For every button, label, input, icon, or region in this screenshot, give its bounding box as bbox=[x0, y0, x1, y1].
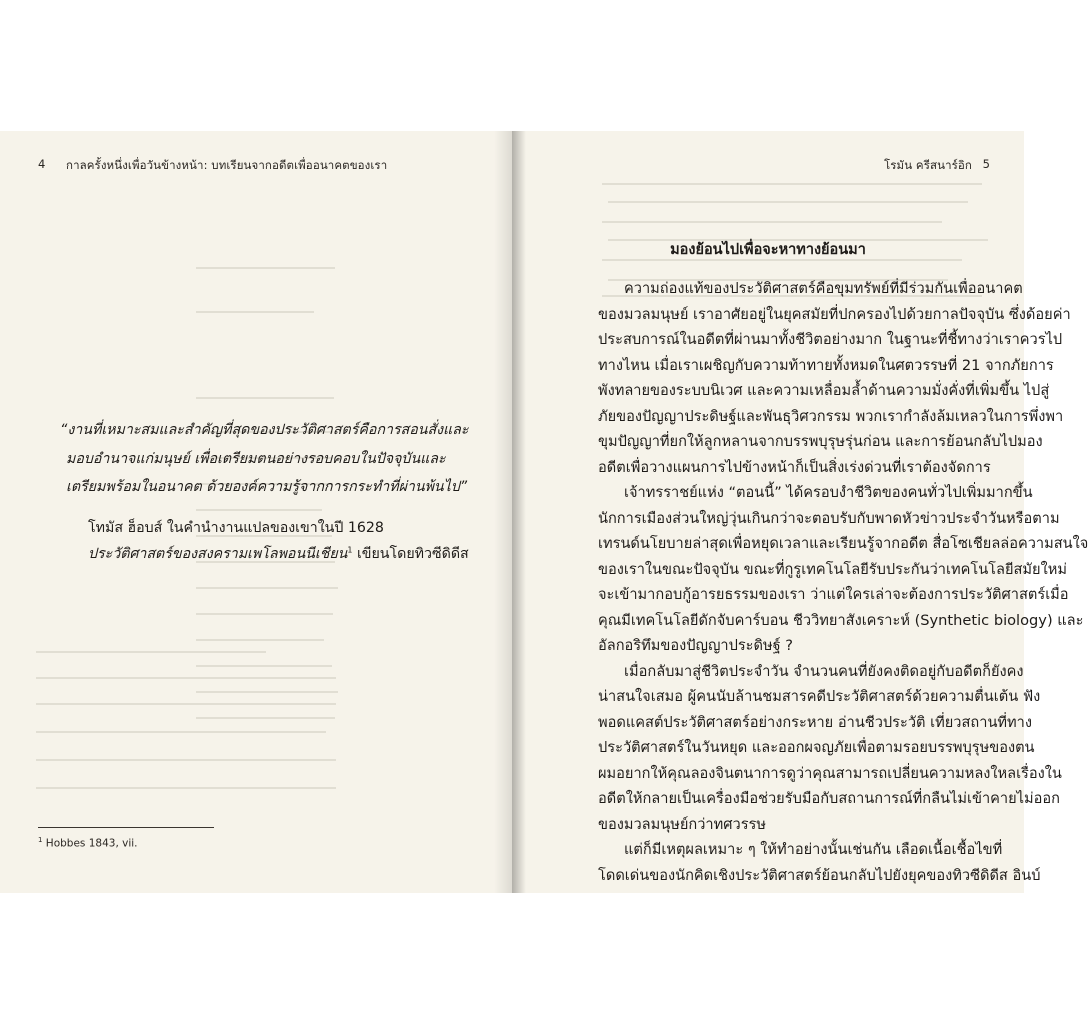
body-line: น่าสนใจเสมอ ผู้คนนับล้านชมสารคดีประวัติศาสตร์ด้วยความตื่นเต้น ฟัง bbox=[598, 688, 1041, 705]
footnote-marker: 1 bbox=[347, 545, 353, 555]
body-line: จะเข้ามากอบกู้อารยธรรมของเรา ว่าแต่ใครเล่าจะต้องการประวัติศาสตร์เมื่อ bbox=[598, 586, 1069, 603]
running-head-left: กาลครั้งหนึ่งเพื่อวันข้างหน้า: บทเรียนจากอดีตเพื่ออนาคตของเรา bbox=[66, 158, 388, 172]
show-through-mark bbox=[36, 677, 336, 679]
body-line: เทรนด์นโยบายล่าสุดเพื่อหยุดเวลาและเรียนรู้จากอดีต สื่อโซเชียลล่อความสนใจ bbox=[598, 535, 1088, 552]
spine-shadow-left bbox=[494, 131, 512, 893]
running-head-right: โรมัน ครีสนาร์อิก bbox=[883, 158, 972, 172]
show-through-mark bbox=[196, 311, 314, 313]
page-number-left: 4 bbox=[38, 157, 46, 171]
page-number-right: 5 bbox=[982, 157, 990, 171]
attribution-line: โทมัส ฮ็อบส์ ในคำนำงานแปลของเขาในปี 1628 bbox=[88, 520, 384, 536]
body-line: ภัยของปัญญาประดิษฐ์และพันธุวิศวกรรม พวกเรากำลังล้มเหลวในการพึ่งพา bbox=[598, 408, 1064, 425]
show-through-mark bbox=[196, 587, 338, 589]
show-through-mark bbox=[196, 397, 334, 399]
footnote-number: 1 bbox=[38, 836, 43, 844]
show-through-mark bbox=[602, 183, 982, 185]
body-line: พอดแคสต์ประวัติศาสตร์อย่างกระหาย อ่านชีวประวัติ เที่ยวสถานที่ทาง bbox=[598, 714, 1032, 731]
body-line: คุณมีเทคโนโลยีดักจับคาร์บอน ชีววิทยาสังเคราะห์ (Synthetic biology) และ bbox=[598, 612, 1084, 629]
right-page bbox=[512, 131, 1088, 893]
body-line: อัลกอริทึมของปัญญาประดิษฐ์ ? bbox=[598, 637, 794, 654]
left-page bbox=[0, 131, 512, 893]
footnote-divider bbox=[38, 827, 214, 828]
body-line: ประวัติศาสตร์ในวันหยุด และออกผจญภัยเพื่อตามรอยบรรพบุรุษของตน bbox=[598, 739, 1035, 756]
attribution-tail: เขียนโดยทิวซีดิดีส bbox=[352, 546, 469, 562]
epigraph-line: เตรียมพร้อมในอนาคต ด้วยองค์ความรู้จากการกระทำที่ผ่านพ้นไป” bbox=[66, 479, 468, 495]
book-title: ประวัติศาสตร์ของสงครามเพโลพอนนีเชียน bbox=[88, 546, 348, 562]
show-through-mark bbox=[36, 787, 336, 789]
show-through-mark bbox=[36, 703, 336, 705]
body-line: นักการเมืองส่วนใหญ่วุ่นเกินกว่าจะตอบรับกับพาดหัวข่าวประจำวันหรือตาม bbox=[598, 510, 1060, 527]
body-line: แต่ก็มีเหตุผลเหมาะ ๆ ให้ทำอย่างนั้นเช่นกัน เลือดเนื้อเชื้อไขที่ bbox=[624, 841, 1003, 858]
body-line: ผมอยากให้คุณลองจินตนาการดูว่าคุณสามารถเปลี่ยนความหลงใหลเรื่องใน bbox=[598, 765, 1062, 782]
body-line: ความถ่องแท้ของประวัติศาสตร์คือขุมทรัพย์ที่มีร่วมกันเพื่ออนาคต bbox=[624, 280, 1023, 297]
body-line: ทางไหน เมื่อเราเผชิญกับความท้าทายทั้งหมดในศตวรรษที่ 21 จากภัยการ bbox=[598, 357, 1054, 374]
body-line: ของมวลมนุษย์กว่าทศวรรษ bbox=[598, 816, 766, 833]
show-through-mark bbox=[196, 267, 335, 269]
show-through-mark bbox=[36, 731, 326, 733]
show-through-mark bbox=[196, 509, 322, 511]
body-line: ขุมปัญญาที่ยกให้ลูกหลานจากบรรพบุรุษรุ่นก่อน และการย้อนกลับไปมอง bbox=[598, 433, 1043, 450]
show-through-mark bbox=[36, 651, 266, 653]
body-line: เมื่อกลับมาสู่ชีวิตประจำวัน จำนวนคนที่ยังคงติดอยู่กับอดีตก็ยังคง bbox=[624, 663, 1024, 680]
footnote bbox=[38, 836, 138, 850]
epigraph-line: มอบอำนาจแก่มนุษย์ เพื่อเตรียมตนอย่างรอบคอบในปัจจุบันและ bbox=[66, 451, 446, 467]
body-line: โดดเด่นของนักคิดเชิงประวัติศาสตร์ย้อนกลับไปยังยุคของทิวซีดิดีส อินบ์ bbox=[598, 867, 1041, 884]
show-through-mark bbox=[196, 613, 333, 615]
footnote-text: Hobbes 1843, vii. bbox=[42, 837, 138, 850]
section-heading: มองย้อนไปเพื่อจะหาทางย้อนมา bbox=[670, 242, 866, 258]
show-through-mark bbox=[196, 691, 338, 693]
attribution-source bbox=[88, 543, 469, 565]
body-line: ของเราในขณะปัจจุบัน ขณะที่กูรูเทคโนโลยีรับประกันว่าเทคโนโลยีสมัยใหม่ bbox=[598, 561, 1067, 578]
show-through-mark bbox=[602, 221, 942, 223]
body-line: อดีตเพื่อวางแผนการไปข้างหน้าก็เป็นสิ่งเร่งด่วนที่เราต้องจัดการ bbox=[598, 459, 991, 476]
show-through-mark bbox=[36, 759, 336, 761]
show-through-mark bbox=[608, 201, 968, 203]
body-line: พังทลายของระบบนิเวศ และความเหลื่อมล้ำด้านความมั่งคั่งที่เพิ่มขึ้น ไปสู่ bbox=[598, 382, 1050, 399]
body-line: ของมวลมนุษย์ เราอาศัยอยู่ในยุคสมัยที่ปกครองไปด้วยกาลปัจจุบัน ซึ่งด้อยค่า bbox=[598, 306, 1071, 323]
show-through-mark bbox=[196, 639, 324, 641]
epigraph-line: “งานที่เหมาะสมและสำคัญที่สุดของประวัติศาสตร์คือการสอนสั่งและ bbox=[60, 422, 469, 438]
show-through-mark bbox=[196, 717, 335, 719]
body-line: ประสบการณ์ในอดีตที่ผ่านมาทั้งชีวิตอย่างมาก ในฐานะที่ชี้ทางว่าเราควรไป bbox=[598, 331, 1063, 348]
body-line: เจ้าทรราชย์แห่ง “ตอนนี้” ได้ครอบงำชีวิตของคนทั่วไปเพิ่มมากขึ้น bbox=[624, 484, 1033, 501]
show-through-mark bbox=[196, 665, 332, 667]
body-line: อดีตให้กลายเป็นเครื่องมือช่วยรับมือกับสถานการณ์ที่กลืนไม่เข้าคายไม่ออก bbox=[598, 790, 1060, 807]
